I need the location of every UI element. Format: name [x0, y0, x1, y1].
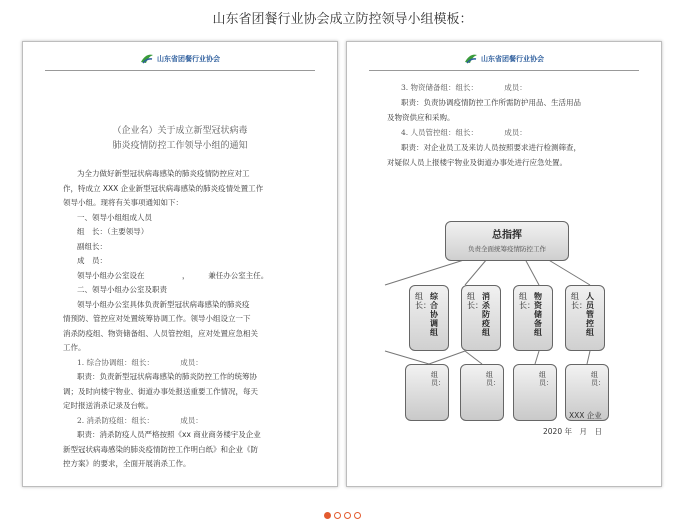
group-name: 物资储备组: [534, 292, 542, 337]
notice-line: 调；及时向楼宇物业、街道办事处报送重要工作情况，每天: [63, 386, 258, 396]
chief-description: 负责全面统筹疫情防控工作: [468, 245, 546, 253]
notice-line: 作，特成立 XXX 企业新型冠状病毒感染的肺炎疫情处置工作: [63, 183, 264, 193]
association-logo: [23, 52, 337, 66]
notice-line: 一、领导小组组成人员: [77, 212, 152, 222]
member-box: [513, 364, 557, 421]
group-box-supplies: [513, 285, 553, 351]
notice-title-line-1: （企业名）关于成立新型冠状病毒: [112, 126, 248, 136]
logo-icon: [140, 52, 154, 66]
group-leader-label: 组长：: [519, 292, 535, 310]
notice-body: [63, 167, 303, 472]
duty-line: 及物资供应和采购。: [387, 113, 455, 122]
group-box-coordination: [409, 285, 449, 351]
signature-company: XXX 企业: [569, 411, 602, 420]
carousel-dot-2[interactable]: [334, 512, 341, 519]
duty-line: 4. 人员管控组：组长： 成员：: [401, 128, 527, 137]
notice-line: 领导小组办公室具体负责新型冠状病毒感染的肺炎疫: [77, 299, 250, 309]
notice-line: 定时报送消杀记录及台帐。: [63, 401, 153, 410]
notice-line: 新型冠状病毒感染的肺炎疫情防控工作明白纸》和企业《防: [63, 444, 258, 454]
group-box-personnel: [565, 285, 605, 351]
member-label: 组员：: [539, 371, 553, 387]
carousel-dot-1[interactable]: [324, 512, 331, 519]
carousel-pagination: [0, 512, 685, 519]
group-name: 人员管控组: [586, 292, 594, 337]
org-chart-connectors: [347, 42, 663, 488]
notice-line: 领导小组办公室设在 ， 兼任办公室主任。: [77, 270, 269, 280]
notice-line: 工作。: [63, 343, 86, 352]
notice-title: [23, 124, 337, 154]
logo-text: 山东省团餐行业协会: [157, 55, 220, 63]
member-box: [405, 364, 449, 421]
notice-line: 1. 综合协调组：组长： 成员：: [77, 357, 203, 367]
signature-date: 2020 年 月 日: [543, 427, 602, 436]
document-page-1: [22, 41, 338, 487]
notice-title-line-2: 肺炎疫情防控工作领导小组的通知: [112, 141, 248, 151]
chief-title: 总指挥: [492, 230, 522, 241]
group-name: 消杀防疫组: [482, 292, 490, 337]
duty-line: 职责：对企业员工及来访人员按照要求进行检测筛查，: [401, 143, 581, 152]
member-label: 组员：: [431, 371, 445, 387]
group-leader-label: 组长：: [415, 292, 431, 310]
notice-line: 领导小组。现将有关事项通知如下：: [63, 198, 183, 207]
carousel-dot-3[interactable]: [344, 512, 351, 519]
member-label: 组员：: [486, 371, 500, 387]
notice-line: 为全力做好新型冠状病毒感染的肺炎疫情防控应对工: [77, 169, 250, 178]
header-divider: [45, 70, 315, 71]
notice-line: 组 长：（主要领导）: [77, 227, 149, 236]
group-box-disinfection: [461, 285, 501, 351]
notice-line: 成 员：: [77, 256, 107, 265]
notice-line: 控方案》的要求，全面开展消杀工作。: [63, 459, 191, 468]
member-label: 组员：: [591, 371, 605, 387]
notice-line: 职责：负责新型冠状病毒感染的肺炎防控工作的统筹协: [77, 372, 257, 381]
org-chart-chief-box: [445, 221, 569, 261]
duty-line: 对疑似人员上报楼宇物业及街道办事处进行应急处置。: [387, 158, 567, 167]
notice-line: 副组长：: [77, 241, 107, 251]
document-page-2: [346, 41, 662, 487]
notice-line: 二、领导小组办公室及职责: [77, 285, 167, 294]
notice-line: 情预防、管控应对处置统筹协调工作。领导小组设立一下: [63, 314, 251, 323]
group-name: 综合协调组: [430, 292, 438, 337]
duty-line: 3. 物资储备组：组长： 成员：: [401, 83, 527, 92]
member-box: [460, 364, 504, 421]
caption-title: 山东省团餐行业协会成立防控领导小组模板：: [212, 12, 473, 27]
group-leader-label: 组长：: [571, 292, 587, 310]
group-leader-label: 组长：: [467, 292, 483, 310]
notice-line: 职责：消杀防疫人员严格按照《xx 商业商务楼宇及企业: [77, 430, 261, 439]
carousel-dot-4[interactable]: [354, 512, 361, 519]
duty-line: 职责：负责协调疫情防控工作所需防护用品、生活用品: [401, 98, 581, 107]
notice-line: 消杀防疫组、物资储备组、人员管控组，应对处置应急相关: [63, 328, 258, 338]
logo-text: 山东省团餐行业协会: [481, 55, 544, 63]
notice-line: 2. 消杀防疫组：组长： 成员：: [77, 415, 203, 425]
